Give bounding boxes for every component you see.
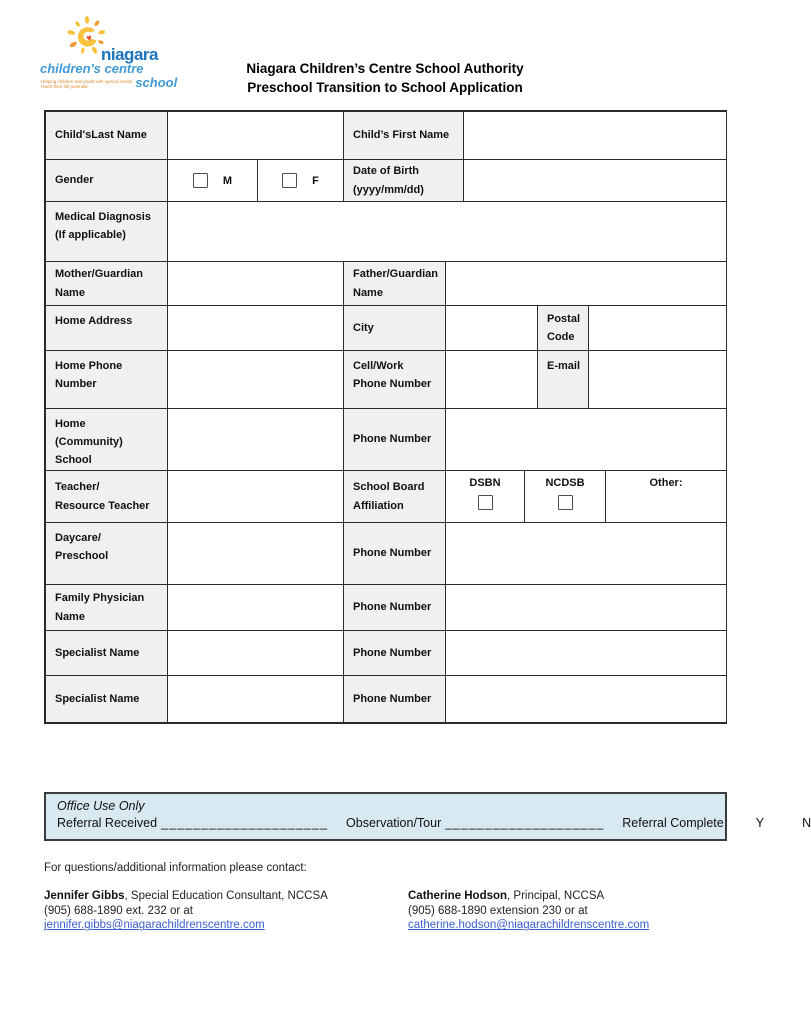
table-row [46, 262, 725, 306]
cell-work-phone-input[interactable] [446, 351, 538, 409]
field-label-text: Phone Number [353, 601, 432, 614]
field-label-text: Phone Number [353, 692, 432, 705]
table-row [46, 202, 725, 262]
mother-guardian-label [46, 262, 168, 306]
field-label-text: Child'sLast Name [55, 129, 147, 142]
father-guardian-input[interactable] [446, 262, 726, 306]
field-label-text: (Community) [55, 436, 123, 449]
table-row [46, 409, 725, 471]
gender-label [46, 160, 168, 202]
gender-m-label: M [222, 174, 233, 187]
medical-diagnosis-input[interactable] [168, 202, 726, 262]
office-use-only-box [44, 792, 811, 841]
field-label-text: Affiliation [353, 499, 404, 512]
home-address-label [46, 306, 168, 351]
home-community-school-input[interactable] [168, 409, 344, 471]
svg-text:♥: ♥ [85, 32, 94, 45]
physician-phone-label [344, 585, 446, 631]
city-input[interactable] [446, 306, 538, 351]
ncdsb-label: NCDSB [545, 477, 585, 489]
field-label-text: Phone Number [353, 433, 432, 446]
school-board-affiliation-label [344, 471, 446, 523]
table-row [46, 585, 725, 631]
field-label-text: Date of Birth [353, 165, 419, 178]
school-phone-label [344, 409, 446, 471]
home-address-input[interactable] [168, 306, 344, 351]
medical-diagnosis-label [46, 202, 168, 262]
physician-phone-input[interactable] [446, 585, 726, 631]
ncdsb-checkbox[interactable] [558, 495, 573, 510]
contact-left-phone: (905) 688-1890 ext. 232 or at [44, 904, 193, 917]
dsbn-label: DSBN [469, 477, 501, 489]
city-label [344, 306, 446, 351]
office-use-only-title: Office Use Only [57, 799, 145, 813]
observation-tour-label: Observation/Tour [346, 816, 442, 830]
postal-code-label [538, 306, 589, 351]
school-phone-input[interactable] [446, 409, 726, 471]
gender-f-label: F [312, 174, 319, 187]
contact-left-email-link[interactable]: jennifer.gibbs@niagarachildrenscentre.com [44, 919, 265, 932]
field-label-text: Preschool [55, 550, 109, 563]
table-row [46, 306, 725, 351]
logo-school-text: school [135, 75, 178, 90]
field-label-text: City [353, 321, 374, 334]
field-label-text: Teacher/ [55, 481, 100, 494]
contact-left-name: Jennifer Gibbs [44, 890, 125, 902]
email-label [538, 351, 589, 409]
dsbn [446, 471, 525, 523]
page-title-line2: Preschool Transition to School Application [247, 80, 523, 96]
logo-brand-text: niagara [101, 45, 158, 64]
field-label-text: Child’s First Name [353, 129, 450, 142]
field-label-text: Phone Number [353, 646, 432, 659]
contact-intro-text: For questions/additional information please contact: [44, 862, 307, 874]
table-row [46, 523, 725, 585]
field-label-text: Specialist Name [55, 692, 140, 705]
specialist1-name-input[interactable] [168, 631, 344, 676]
field-label-text: Mother/Guardian [55, 268, 144, 281]
daycare-phone-label [344, 523, 446, 585]
field-label-text: Gender [55, 174, 94, 187]
field-label-text: Home [55, 418, 86, 430]
postal-code-input[interactable] [589, 306, 726, 351]
referral-complete-no[interactable]: N [802, 816, 811, 830]
field-label-text: (If applicable) [55, 229, 126, 242]
child-first-name-label [344, 112, 464, 160]
daycare-phone-input[interactable] [446, 523, 726, 585]
field-label-text: Phone Number [353, 378, 432, 391]
specialist2-phone-label [344, 676, 446, 722]
email-input[interactable] [589, 351, 726, 409]
gender-m-checkbox[interactable] [193, 173, 208, 188]
field-label-text: Specialist Name [55, 646, 140, 659]
date-of-birth-input[interactable] [464, 160, 726, 202]
home-community-school-label [46, 409, 168, 471]
contact-block-right [408, 889, 748, 933]
referral-received-blank[interactable]: _____________________ [161, 816, 329, 830]
field-label-text: Name [353, 286, 383, 299]
daycare-preschool-label [46, 523, 168, 585]
dsbn-checkbox[interactable] [478, 495, 493, 510]
teacher-resource-teacher-input[interactable] [168, 471, 344, 523]
table-row [46, 471, 725, 523]
contact-block-left [44, 889, 384, 933]
field-label-text: Home Address [55, 315, 133, 327]
specialist1-name-label [46, 631, 168, 676]
table-row [46, 160, 725, 202]
home-phone-input[interactable] [168, 351, 344, 409]
daycare-preschool-input[interactable] [168, 523, 344, 585]
field-label-text: Daycare/ [55, 532, 101, 544]
field-label-text: Resource Teacher [55, 499, 150, 512]
field-label-text: School Board [353, 481, 425, 494]
specialist1-phone-input[interactable] [446, 631, 726, 676]
field-label-text: Number [55, 378, 97, 391]
field-label-text: Cell/Work [353, 360, 404, 372]
gender-m [168, 160, 258, 202]
field-label-text: Code [547, 331, 575, 343]
child-last-name-input[interactable] [168, 112, 344, 160]
field-label-text: Home Phone [55, 360, 123, 372]
field-label-text: Name [55, 610, 85, 623]
field-label-text: (yyyy/mm/dd) [353, 183, 424, 196]
referral-complete-label: Referral Complete [622, 816, 724, 830]
field-label-text: Name [55, 286, 85, 299]
contact-right-name: Catherine Hodson [408, 890, 508, 902]
referral-complete-yes[interactable]: Y [755, 816, 765, 830]
child-last-name-label [46, 112, 168, 160]
table-row [46, 351, 725, 409]
ncdsb [525, 471, 606, 523]
child-first-name-input[interactable] [464, 112, 726, 160]
date-of-birth-label [344, 160, 464, 202]
specialist2-phone-input[interactable] [446, 676, 726, 722]
field-label-text: School [55, 454, 92, 467]
contact-left-role: , Special Education Consultant, NCCSA [124, 890, 328, 902]
gender-f-checkbox[interactable] [282, 173, 297, 188]
field-label-text: E-mail [547, 360, 581, 372]
page-title-line1: Niagara Children’s Centre School Authority [246, 61, 524, 76]
specialist2-name-label [46, 676, 168, 722]
family-physician-input[interactable] [168, 585, 344, 631]
table-row [46, 112, 725, 160]
field-label-text: Father/Guardian [353, 268, 438, 281]
mother-guardian-input[interactable] [168, 262, 344, 306]
family-physician-label [46, 585, 168, 631]
home-phone-label [46, 351, 168, 409]
observation-tour-blank[interactable]: ____________________ [445, 816, 605, 830]
father-guardian-label [344, 262, 446, 306]
referral-received-label: Referral Received [57, 816, 158, 830]
field-label-text: Phone Number [353, 547, 432, 560]
logo-childrens-centre-text: children's centre [40, 61, 144, 76]
other-label [606, 471, 726, 523]
field-label-text: Medical Diagnosis [55, 211, 151, 223]
other-label-text: Other: [649, 477, 683, 489]
table-row [46, 631, 725, 676]
specialist2-name-input[interactable] [168, 676, 344, 722]
teacher-resource-teacher-label [46, 471, 168, 523]
page-title [0, 59, 770, 97]
contact-right-role: , Principal, NCCSA [507, 890, 605, 902]
application-form-table [44, 110, 727, 724]
specialist1-phone-label [344, 631, 446, 676]
table-row [46, 676, 725, 722]
contact-right-name-line [408, 889, 748, 904]
cell-work-phone-label [344, 351, 446, 409]
contact-right-phone: (905) 688-1890 extension 230 or at [408, 904, 588, 917]
field-label-text: Family Physician [55, 592, 145, 605]
gender-f [258, 160, 344, 202]
contact-left-name-line [44, 889, 384, 904]
logo-tagline: Helping children and youth with special needs reach their full potential [41, 79, 133, 89]
field-label-text: Postal [547, 312, 581, 325]
contact-right-email-link[interactable]: catherine.hodson@niagarachildrenscentre.com [408, 919, 650, 932]
